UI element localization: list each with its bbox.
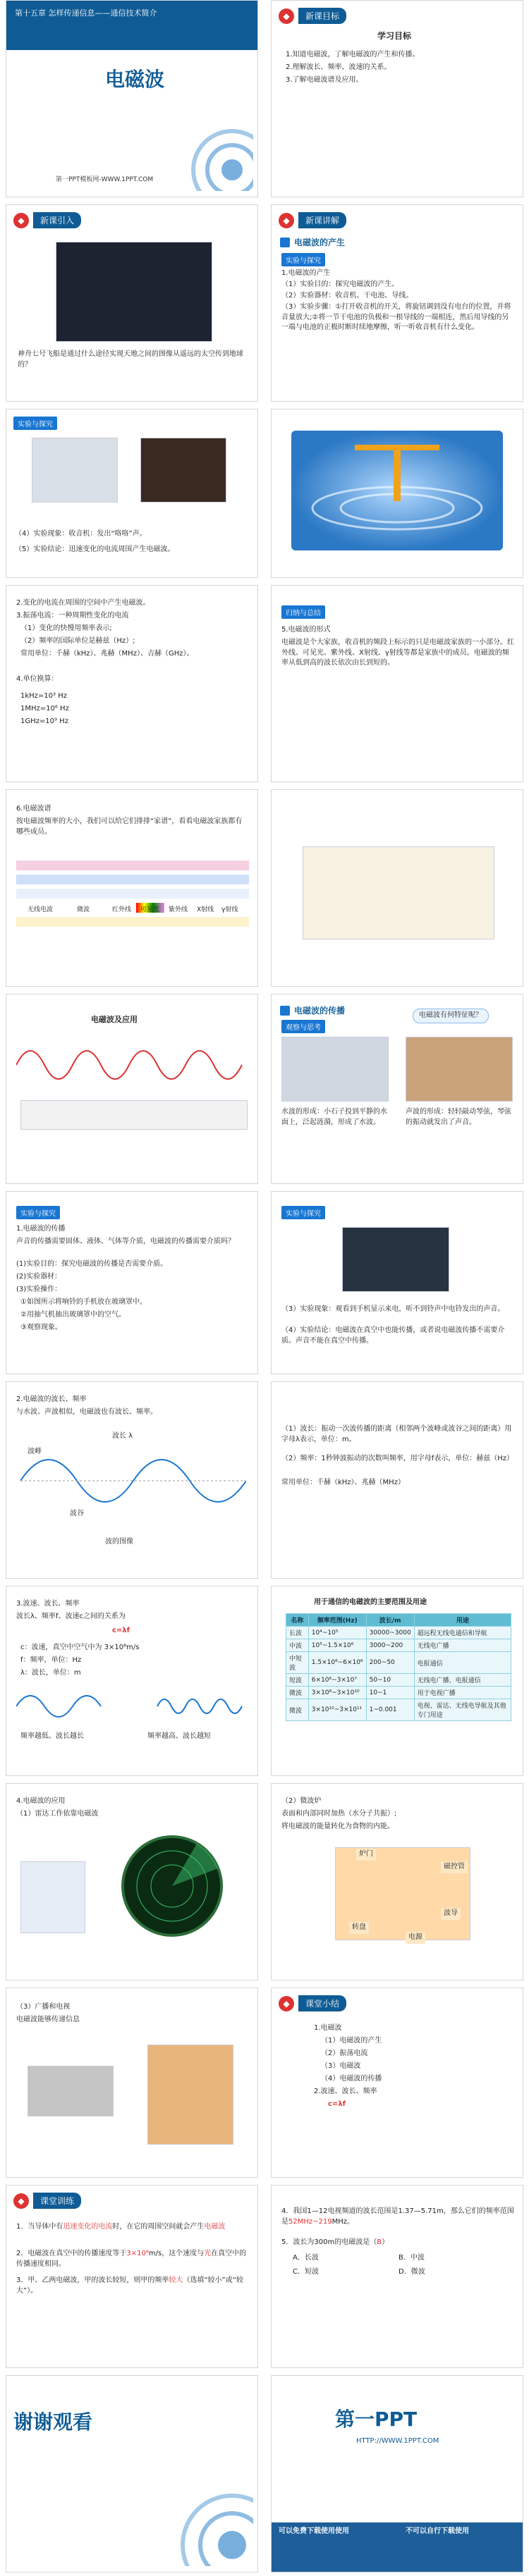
section-icon: ◆ — [279, 213, 294, 228]
table-cell: 10⁴~10⁵ — [308, 1627, 366, 1639]
section-icon: ◆ — [13, 213, 29, 228]
q3-text-a: 3．甲、乙两电磁波，甲的波长较短，则甲的频率 — [16, 2276, 169, 2284]
slide-11 — [6, 994, 258, 1184]
table-cell: 3×10⁸~3×10¹⁰ — [308, 1687, 366, 1699]
line-6: λ：波长，单位：m — [20, 1669, 81, 1677]
line-2: 与水波、声波相似，电磁波也有波长、频率。 — [16, 1408, 157, 1416]
application-icons — [20, 1100, 248, 1130]
section-label: 课堂训练 — [33, 2193, 81, 2209]
slide-6 — [271, 409, 523, 578]
table-cell: 微波 — [286, 1687, 309, 1699]
brand-url: HTTP://WWW.1PPT.COM — [356, 2437, 439, 2445]
q5-close: ） — [382, 2238, 389, 2246]
line-2: （1）实验目的：探究电磁波的产生。 — [281, 281, 399, 288]
section-icon: ◆ — [13, 2193, 29, 2209]
slide-9 — [6, 789, 258, 987]
slide-10 — [271, 789, 523, 987]
section-header — [279, 1995, 346, 2011]
experiment-tag: 实验与探究 — [281, 1206, 325, 1219]
left-note: 可以免费下载使用使用 — [279, 2527, 349, 2535]
option-d: D．微波 — [399, 2268, 425, 2276]
table-cell: 短波 — [286, 1674, 309, 1687]
slide-1 — [6, 0, 258, 197]
table-cell: 长波 — [286, 1627, 309, 1639]
table-row — [286, 1699, 511, 1721]
table-row — [286, 1674, 511, 1687]
subheader — [280, 236, 345, 248]
q5 — [281, 2238, 514, 2248]
spectrum-label-5: 紫外线 — [169, 906, 188, 913]
table-row — [286, 1627, 511, 1639]
thanks-title: 谢谢观看 — [13, 2410, 93, 2434]
radio-image — [32, 438, 118, 503]
line-1: （1）波长：振动一次波传播的距离（相邻两个波峰或波谷之间的距离）用字母λ表示，单位：m。 — [281, 1425, 512, 1443]
slide-18 — [271, 1586, 523, 1776]
slide-19 — [6, 1783, 258, 1980]
q2-answer-a: 3×10⁸ — [126, 2250, 149, 2257]
summary-5: （4）电磁波的传播 — [321, 2075, 382, 2083]
label-trough: 波谷 — [70, 1510, 84, 1517]
section-icon: ◆ — [279, 8, 294, 24]
summary-6: 2.波速、波长、频率 — [314, 2088, 377, 2095]
line-2: 电磁波是个大家族，收音机的频段上标示的只是电磁波家族的一小部分。红外线、可见光、紫外线、X射线、γ射线等都是家族中的成员。电磁波的频率从低到高的波长依次由长到短的。 — [281, 639, 514, 667]
summary-formula: c=λf — [328, 2100, 346, 2108]
spectrum-label-7: γ射线 — [221, 906, 238, 913]
slide-4 — [271, 204, 523, 402]
table-cell: 10~1 — [366, 1687, 414, 1699]
q1 — [16, 2222, 249, 2233]
slide-title: 电磁波 — [105, 68, 165, 91]
line-2: 表面和内部同时加热（水分子共振）; — [281, 1810, 397, 1818]
line-6: ①如图所示将响铃的手机放在玻璃罩中。 — [20, 1298, 147, 1306]
frequency-waves — [16, 1685, 249, 1727]
wave-caption: 波的图像 — [105, 1538, 133, 1546]
table-row — [286, 1687, 511, 1699]
slide-21 — [6, 1988, 258, 2178]
q2 — [16, 2249, 249, 2269]
line-4: （2）频率的国际单位是赫兹（Hz）; — [20, 637, 135, 645]
line-2: 声音的传播需要固体、液体、气体等介质，电磁波的传播需要介质吗？ — [16, 1238, 235, 1245]
label-lambda: 波长 λ — [112, 1432, 133, 1440]
slide-12 — [271, 994, 523, 1184]
slide-20 — [271, 1783, 523, 1980]
section-icon: ◆ — [279, 1996, 294, 2011]
line-1: （3）实验现象：观看到手机显示来电，听不到铃声中电铃发出的声音。 — [281, 1305, 505, 1313]
section-label: 新课讲解 — [298, 212, 346, 228]
option-b: B．中波 — [399, 2254, 425, 2262]
line-4: c：波速，真空中空气中为 3×10⁸m/s — [20, 1644, 140, 1651]
q1-text-a: 1．当导体中有 — [16, 2223, 63, 2231]
intro-text: 神舟七号飞船是通过什么途径实现天地之间的图像从遥远的太空传到地球的？ — [18, 350, 243, 369]
spectrum-label-1: 无线电波 — [28, 906, 54, 913]
phenomenon: （4）实验现象：收音机：发出“咯咯”声。 — [15, 530, 147, 538]
line-1: 1.电磁波的传播 — [16, 1225, 66, 1233]
observe-tag: 观察与思考 — [281, 1020, 325, 1033]
table-cell: 1.5×10⁶~6×10⁶ — [308, 1652, 366, 1674]
table-col-freq: 频率范围(Hz) — [308, 1614, 366, 1627]
slide-title: 电磁波及应用 — [91, 1015, 138, 1024]
q2-answer-b: 光 — [204, 2250, 212, 2257]
caption-right: 声波的形成：轻轻敲动琴弦，琴弦的振动就发出了声音。 — [406, 1108, 511, 1126]
blue-circles-decoration — [147, 113, 253, 191]
wave-image — [20, 1438, 246, 1523]
line-3: （1）变化的快慢用频率表示; — [20, 624, 112, 632]
table-cell: 3×10¹⁰~3×10¹¹ — [308, 1699, 366, 1721]
line-6: 4.单位换算： — [16, 675, 59, 683]
section-header — [279, 212, 346, 228]
objective-heading: 学习目标 — [377, 31, 412, 41]
q2-text-c: 在真空中的传播速度相同。 — [16, 2250, 247, 2268]
q1-answer-a: 迅速变化的电流 — [63, 2223, 113, 2231]
q5-text: 5．波长为300m的电磁波是（ — [281, 2238, 377, 2246]
label-crest: 波峰 — [28, 1448, 42, 1455]
slide-26 — [271, 2375, 523, 2572]
objective-2: 2.理解波长、频率、波速的关系。 — [286, 63, 391, 71]
spectrum-video-frame — [303, 846, 494, 939]
summary-1: 1.电磁波 — [314, 2024, 342, 2032]
section-label: 课堂小结 — [298, 1995, 346, 2011]
q2-text-a: 2．电磁波在真空中的传播速度等于 — [16, 2250, 127, 2257]
slide-14 — [271, 1191, 523, 1374]
water-wave-image — [291, 431, 503, 550]
line-7: ②用抽气机抽出玻璃罩中的空气。 — [20, 1311, 126, 1319]
slide-3 — [6, 204, 258, 402]
line-2: 3.振荡电流：一种周期性变化的电流 — [16, 612, 129, 620]
experiment-tag: 实验与探究 — [281, 253, 325, 266]
section-header — [13, 2193, 81, 2209]
radio-cassette-image — [28, 2066, 114, 2116]
q3-text-b: （选填“较小”或“较大”）。 — [16, 2276, 243, 2295]
table-cell: 微波 — [286, 1699, 309, 1721]
slide-24 — [271, 2185, 523, 2368]
experiment-tag: 实验与探究 — [16, 1206, 60, 1219]
line-2: （4）实验结论：电磁波在真空中也能传播，或者说电磁波传播不需要介质。声音不能在真空中传播。 — [281, 1326, 505, 1345]
subheader-text: 电磁波的传播 — [294, 1006, 346, 1016]
line-8: ③观察现象。 — [20, 1324, 62, 1331]
line-1: 2.变化的电流在周围的空间中产生电磁波。 — [16, 599, 150, 607]
q4-answer: 52MHz~219 — [288, 2217, 332, 2226]
label-low: 频率越低、波长越长 — [20, 1732, 84, 1740]
label-high: 频率越高、波长越短 — [147, 1732, 211, 1740]
q1-answer-b: 电磁波 — [204, 2223, 226, 2231]
line-1: 4.电磁波的应用 — [16, 1797, 66, 1805]
line-2: 电磁波能够传递信息 — [16, 2016, 80, 2023]
option-a: A．长波 — [293, 2254, 319, 2262]
line-5: 常用单位：千赫（kHz）、兆赫（MHz）、吉赫（GHz）。 — [20, 650, 194, 658]
slide-23 — [6, 2185, 258, 2368]
option-c: C．短波 — [293, 2268, 319, 2276]
spectrum-label-4: 可见光 — [140, 906, 160, 913]
footer-url: 第一PPT模板网-WWW.1PPT.COM — [56, 176, 154, 183]
table-row — [286, 1652, 511, 1674]
table-title: 用于通信的电磁波的主要范围及用途 — [314, 1598, 427, 1606]
line-2: （2）频率：1秒钟波振动的次数叫频率，用字母f表示，单位：赫兹（Hz） — [281, 1455, 514, 1462]
objective-1: 1.知道电磁波，了解电磁波的产生和传播。 — [286, 51, 420, 58]
table-cell: 6×10⁶~3×10⁷ — [308, 1674, 366, 1687]
water-ripple-image — [281, 1037, 389, 1102]
brand-logo: 第一PPT — [335, 2408, 418, 2431]
table-cell: 电报通信 — [414, 1652, 511, 1674]
summary-2: （1）电磁波的产生 — [321, 2037, 382, 2045]
line-2: （1）雷达工作依靠电磁波 — [16, 1810, 99, 1818]
satellite-dish-image — [20, 1861, 85, 1933]
caption-left: 水波的形成：小石子投到平静的水面上，泛起涟漪，形成了水波。 — [281, 1108, 387, 1126]
line-1: 6.电磁波谱 — [16, 805, 51, 813]
q4-unit: MHz。 — [332, 2217, 354, 2226]
label-turntable: 转盘 — [349, 1922, 369, 1934]
line-4: (2)实验器材： — [16, 1273, 62, 1281]
spectrum-label-6: X射线 — [197, 906, 214, 913]
table-cell: 电视、雷达、无线电导航及其他专门用途 — [414, 1699, 511, 1721]
slide-13 — [6, 1191, 258, 1374]
table-cell: 中波 — [286, 1639, 309, 1652]
q4 — [281, 2207, 514, 2227]
slide-16 — [271, 1381, 523, 1579]
table-cell: 3000~200 — [366, 1639, 414, 1652]
blue-circles-decoration — [147, 2460, 253, 2566]
q2-text-b: m/s，这个速度与 — [148, 2250, 205, 2257]
spectrum-label-3: 红外线 — [112, 906, 132, 913]
conclusion: （5）实验结论：迅速变化的电流周围产生电磁波。 — [15, 546, 175, 553]
line-2: 波长λ、频率f、波速c之间的关系为 — [16, 1613, 126, 1620]
lamp-image — [140, 438, 226, 503]
experiment-tag: 实验与探究 — [13, 417, 57, 430]
objective-3: 3.了解电磁波谱及应用。 — [286, 76, 363, 84]
guitar-image — [406, 1037, 513, 1102]
line-4: （3）实验步骤：①打开收音机的开关，将旋钮调到没有电台的位置，并将音量放大;②将一节干电池的负极和一根导线的一端相连，然后用导线的另一端与电池的正极时断时续地摩擦，听一听收音机有什么变化。 — [281, 303, 511, 331]
table-col-name: 名称 — [286, 1614, 309, 1627]
slide-25 — [6, 2375, 258, 2572]
label-door: 炉门 — [356, 1849, 376, 1861]
slide-2 — [271, 0, 523, 197]
bell-jar-image — [342, 1227, 449, 1292]
slide-15 — [6, 1381, 258, 1579]
q1-text-b: 时，在它的周围空间就会产生 — [112, 2223, 205, 2231]
slide-5 — [6, 409, 258, 578]
chapter-header: 第十五章 怎样传递信息——通信技术简介 — [15, 8, 157, 18]
wave-diagram — [16, 1037, 249, 1093]
line-2: 按电磁波频率的大小，我们可以给它们排排“家谱”，看看电磁波家族都有哪些成员。 — [16, 818, 243, 836]
section-label: 新课目标 — [298, 8, 346, 24]
table-cell: 无线电广播、电报通信 — [414, 1674, 511, 1687]
astronaut-image — [56, 242, 212, 342]
q3 — [16, 2276, 249, 2296]
table-col-use: 用途 — [414, 1614, 511, 1627]
radar-screen — [119, 1833, 225, 1939]
line-1: 3.波速、波长、频率 — [16, 1600, 80, 1608]
line-1: 1.电磁波的产生 — [281, 269, 331, 277]
summary-3: （2）振荡电流 — [321, 2050, 368, 2057]
line-3: 将电磁波的能量转化为食物的内能。 — [281, 1823, 394, 1830]
spectrum-diagram — [16, 853, 249, 945]
subheader — [280, 1004, 345, 1016]
q3-answer: 较大 — [169, 2276, 183, 2284]
line-1: （2）微波炉 — [281, 1797, 322, 1805]
speech-bubble: 电磁波有何特征呢？ — [413, 1009, 489, 1023]
square-icon — [280, 238, 290, 247]
table-col-wavelength: 波长/m — [366, 1614, 414, 1627]
q5-answer: B — [377, 2238, 382, 2246]
summary-4: （3）电磁波 — [321, 2062, 361, 2070]
label-waveguide: 波导 — [441, 1908, 461, 1920]
subheader-text: 电磁波的产生 — [294, 238, 346, 247]
slide-17 — [6, 1586, 258, 1776]
line-8: 1MHz=10⁶ Hz — [20, 705, 69, 713]
table-cell: 30000~3000 — [366, 1627, 414, 1639]
label-power: 电源 — [406, 1932, 425, 1944]
table-cell: 中短波 — [286, 1652, 309, 1674]
table-cell: 1~0.001 — [366, 1699, 414, 1721]
slide-22 — [271, 1988, 523, 2178]
line-7: 1kHz=10³ Hz — [20, 692, 67, 700]
line-9: 1GHz=10⁹ Hz — [20, 717, 68, 725]
line-1: 5.电磁波的形式 — [281, 626, 331, 634]
formula: c=λf — [112, 1627, 130, 1634]
section-label: 新课引入 — [33, 212, 81, 228]
spectrum-label-2: 微波 — [77, 906, 90, 913]
table-cell: 无线电广播 — [414, 1639, 511, 1652]
table-cell: 10⁵~1.5×10⁶ — [308, 1639, 366, 1652]
table-cell: 50~10 — [366, 1674, 414, 1687]
slide-8 — [271, 585, 523, 782]
line-5: f：频率，单位：Hz — [20, 1656, 82, 1664]
line-1: 2.电磁波的波长、频率 — [16, 1395, 87, 1403]
line-3: 常用单位：千赫（kHz）、兆赫（MHz） — [281, 1479, 405, 1486]
table-row — [286, 1639, 511, 1652]
frequency-table — [286, 1613, 511, 1721]
section-header — [13, 212, 81, 228]
line-5: (3)实验操作： — [16, 1286, 62, 1293]
section-header — [279, 8, 346, 24]
table-cell: 用于电视广播 — [414, 1687, 511, 1699]
right-note: 不可以自行下载使用 — [406, 2527, 469, 2535]
table-cell: 200~50 — [366, 1652, 414, 1674]
line-3: （2）实验器材：收音机、干电池、导线。 — [281, 292, 413, 300]
slide-7 — [6, 585, 258, 782]
television-family-image — [147, 2045, 233, 2145]
summary-tag: 归纳与总结 — [281, 605, 325, 619]
label-magnetron: 磁控管 — [441, 1861, 468, 1873]
square-icon — [280, 1006, 290, 1016]
q4-text: 4．我国1—12电视频道的波长范围是1.37—5.71m，那么它们的频率范围是 — [281, 2207, 514, 2226]
line-1: （3）广播和电视 — [16, 2003, 71, 2011]
table-cell: 超远程无线电通信和导航 — [414, 1627, 511, 1639]
line-3: (1)实验目的：探究电磁波的传播是否需要介质。 — [16, 1260, 168, 1268]
